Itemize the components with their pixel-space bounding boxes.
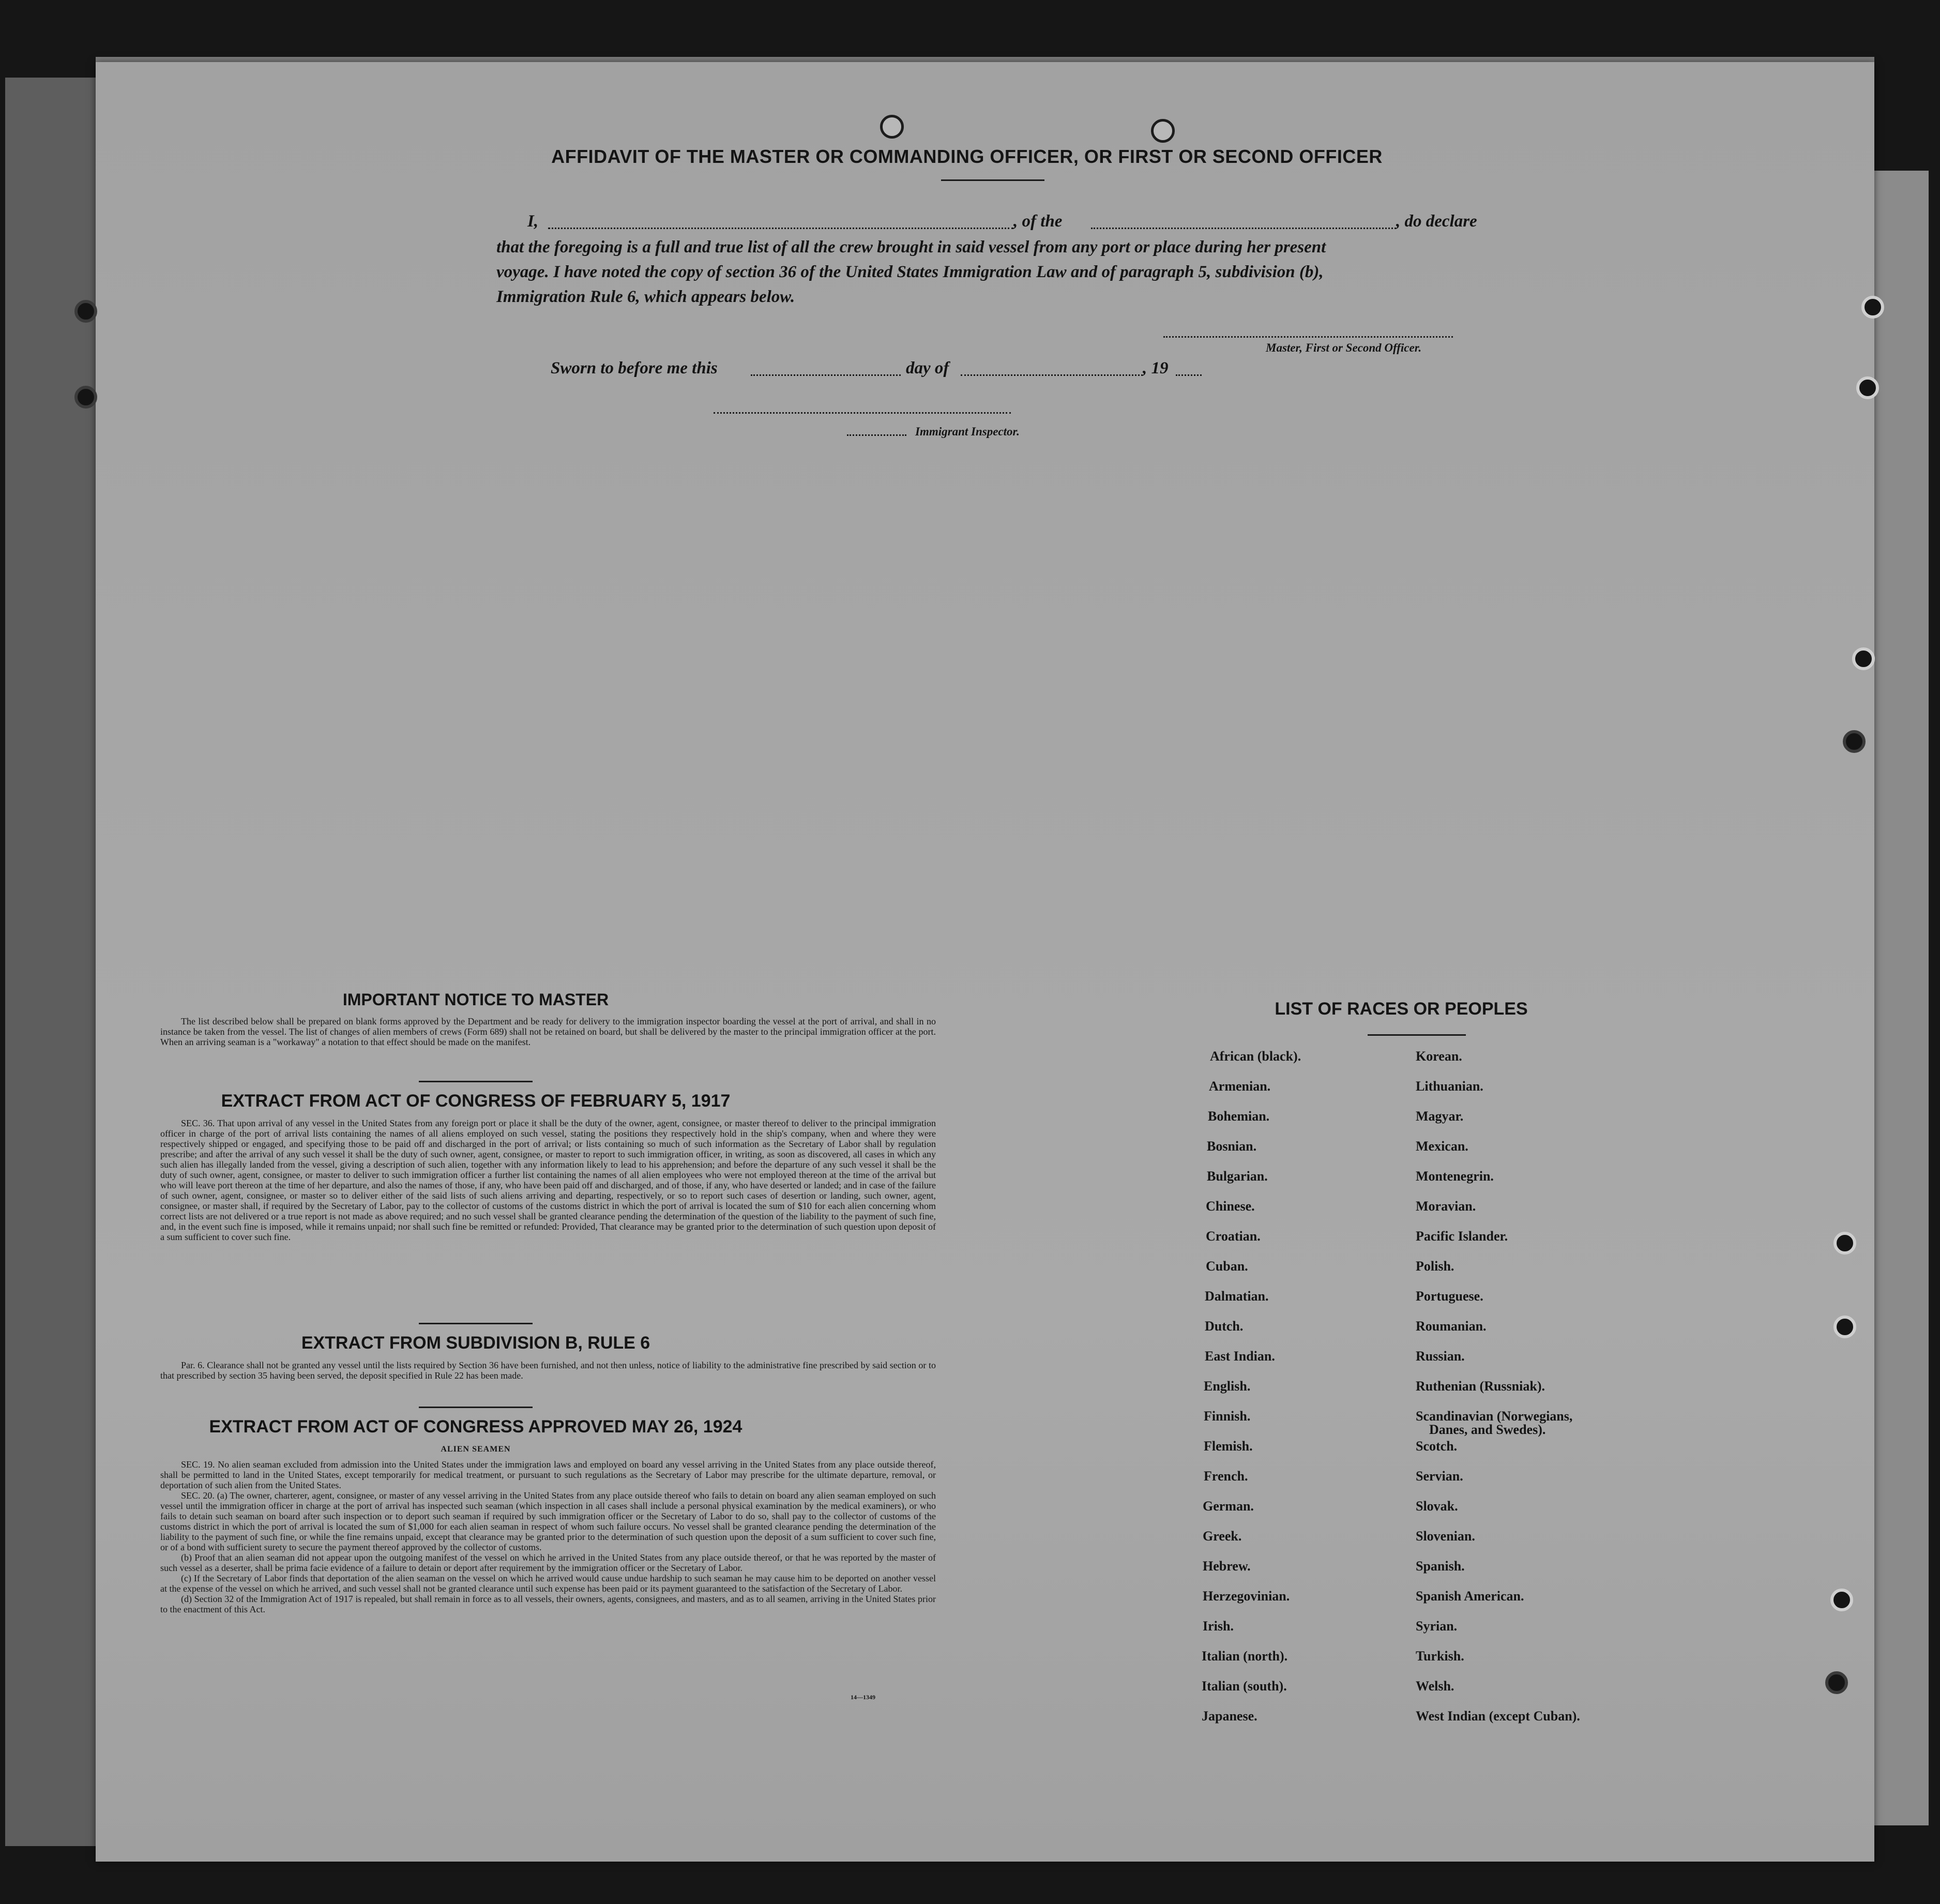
race-item: Scotch.: [1416, 1439, 1458, 1454]
punch-hole-icon: [1852, 647, 1875, 670]
race-item: Irish.: [1203, 1619, 1234, 1634]
extract-1917-underline: [419, 1323, 533, 1324]
sworn-year: , 19: [1143, 359, 1169, 377]
extract-1924-body: [160, 1459, 936, 1614]
race-item-continuation: Danes, and Swedes).: [1429, 1422, 1546, 1437]
sworn-month-blank: [961, 374, 1143, 376]
race-item: English.: [1204, 1379, 1251, 1394]
race-item: Slovenian.: [1416, 1529, 1475, 1544]
binding-hole-icon: [1151, 119, 1175, 143]
race-item: Italian (north).: [1202, 1649, 1288, 1664]
races-underline: [1368, 1034, 1466, 1036]
race-item: German.: [1203, 1499, 1254, 1514]
punch-hole-icon: [1825, 1671, 1848, 1694]
punch-hole-icon: [1861, 296, 1884, 319]
affidavit-line-3: voyage. I have noted the copy of section 36 of the United States Immigration Law and of paragraph 5, subdivision (b),: [496, 263, 1324, 281]
inspector-label: Immigrant Inspector.: [915, 425, 1020, 438]
punch-hole-icon: [1833, 1232, 1856, 1255]
race-item: Bulgarian.: [1207, 1169, 1268, 1184]
sec-20a: SEC. 20. (a) The owner, charterer, agent, consignee, or master of any vessel arriving in the United States from any place outside thereof who fails to detain on board any alien seaman employed on such vessel until the immigration officer in charge at the port of arrival has inspected such seaman (which inspection in all cases shall include a personal physical examination by the medical examiners), or who fails to detain such seaman on board after such inspection or to deport such seaman if required by such immigration officer or the Secretary of Labor to do so, shall pay to the collector of customs of the customs district in which the port of arrival is located the sum of $1,000 for each alien seaman in respect of whom such failure occurs. No vessel shall be granted clearance pending the determination of the liability to the payment of such fine, or while the fine remains unpaid, except that clearance may be granted prior to the determination of such question upon the deposit of a sum sufficient to cover such fine, or of a bond with sufficient surety to secure the payment thereof approved by the collector of customs.: [160, 1490, 936, 1552]
form-number: 14—1349: [851, 1694, 875, 1701]
sworn-day-blank: [751, 374, 901, 376]
affidavit-i: I,: [527, 212, 539, 231]
race-item: Bohemian.: [1208, 1109, 1270, 1124]
race-item: Cuban.: [1206, 1259, 1248, 1274]
affidavit-line-4: Immigration Rule 6, which appears below.: [496, 288, 795, 306]
race-item: Scandinavian (Norwegians,: [1416, 1409, 1573, 1424]
race-item: Chinese.: [1206, 1199, 1255, 1214]
officer-signature-line: [1163, 336, 1453, 338]
punch-hole-icon: [74, 300, 97, 323]
race-item: Armenian.: [1209, 1079, 1271, 1094]
race-item: Syrian.: [1416, 1619, 1458, 1634]
punch-hole-icon: [1830, 1589, 1853, 1611]
race-item: Japanese.: [1202, 1709, 1257, 1724]
race-item: Polish.: [1416, 1259, 1454, 1274]
sworn-year-blank: [1176, 374, 1202, 376]
race-item: Welsh.: [1416, 1679, 1454, 1694]
race-item: Pacific Islander.: [1416, 1229, 1508, 1244]
inspector-signature-line: [714, 412, 1011, 414]
race-item: Greek.: [1203, 1529, 1242, 1544]
affidavit-of-the: , of the: [1013, 212, 1063, 231]
rule6-body: Par. 6. Clearance shall not be granted any vessel until the lists required by Section 36 have been furnished, and not then unless, notice of liability to the administrative fine prescribed by said section or to that prescribed by section 35 having been served, the deposit specified in Rule 22 has been made.: [160, 1360, 936, 1381]
binding-hole-icon: [880, 115, 904, 139]
sec-20d: (d) Section 32 of the Immigration Act of 1917 is repealed, but shall remain in force as to all vessels, their owners, agents, consignees, and masters, and as to all seamen, arriving in the United States prior to the enactment of this Act.: [160, 1594, 936, 1614]
race-item: Russian.: [1416, 1349, 1465, 1364]
sworn-prefix: Sworn to before me this: [551, 359, 718, 377]
race-item: Finnish.: [1204, 1409, 1251, 1424]
name-blank: [548, 228, 1013, 229]
race-item: Spanish American.: [1416, 1589, 1524, 1604]
race-item: Italian (south).: [1202, 1679, 1287, 1694]
race-item: Flemish.: [1204, 1439, 1253, 1454]
race-item: Slovak.: [1416, 1499, 1458, 1514]
race-item: Dutch.: [1205, 1319, 1244, 1334]
race-item: Montenegrin.: [1416, 1169, 1494, 1184]
race-item: French.: [1204, 1469, 1248, 1484]
race-item: Dalmatian.: [1205, 1289, 1269, 1304]
punch-hole-icon: [1833, 1316, 1856, 1338]
officer-label: Master, First or Second Officer.: [1266, 341, 1422, 354]
title-underline: [941, 179, 1044, 181]
race-item: Spanish.: [1416, 1559, 1465, 1574]
races-title: LIST OF RACES OR PEOPLES: [1275, 999, 1528, 1019]
extract-1924-title: EXTRACT FROM ACT OF CONGRESS APPROVED MAY 26, 1924: [209, 1417, 742, 1437]
affidavit-line-2: that the foregoing is a full and true list of all the crew brought in said vessel from any port or place during her present: [496, 238, 1326, 256]
race-item: Ruthenian (Russniak).: [1416, 1379, 1545, 1394]
notice-underline: [419, 1081, 533, 1082]
vessel-blank: [1091, 228, 1396, 229]
extract-1917-title: EXTRACT FROM ACT OF CONGRESS OF FEBRUARY 5, 1917: [221, 1091, 731, 1111]
alien-seamen-subtitle: ALIEN SEAMEN: [441, 1445, 511, 1454]
punch-hole-icon: [1856, 376, 1879, 399]
notice-body: The list described below shall be prepared on blank forms approved by the Department and be ready for delivery to the immigration inspector boarding the vessel at the port of arrival, and shall in no instance be taken from the vessel. The list of changes of alien members of crews (Form 689) shall not be retained on board, but shall be delivered by the master to the principal immigration officer at the port. When an arriving seaman is a "workaway" a notation to that effect should be made on the manifest.: [160, 1016, 936, 1047]
race-item: Herzegovinian.: [1203, 1589, 1290, 1604]
notice-title: IMPORTANT NOTICE TO MASTER: [342, 990, 609, 1009]
sec-20b: (b) Proof that an alien seaman did not appear upon the outgoing manifest of the vessel on which he arrived in the United States from any place outside thereof, or that he was reported by the master of such vessel as a deserter, shall be prima facie evidence of a failure to detain or deport after requirement by the immigration officer or the Secretary of Labor.: [160, 1552, 936, 1573]
rule6-title: EXTRACT FROM SUBDIVISION B, RULE 6: [301, 1333, 650, 1353]
race-item: Hebrew.: [1203, 1559, 1251, 1574]
race-item: Servian.: [1416, 1469, 1463, 1484]
sec-19: SEC. 19. No alien seaman excluded from admission into the United States under the immigration laws and employed on board any vessel arriving in the United States from any place outside thereof, shall be permitted to land in the United States, except temporarily for medical treatment, or pursuant to such regulations as the Secretary of Labor may prescribe for the ultimate departure, removal, or deportation of such alien from the United States.: [160, 1459, 936, 1490]
underlying-sheet-right: [1872, 171, 1929, 1825]
extract-1917-body: SEC. 36. That upon arrival of any vessel in the United States from any foreign port or place it shall be the duty of the owner, agent, consignee, or master thereof to deliver to the principal immigration officer in charge of the port of arrival lists containing the names of all aliens employed on such vessel, stating the positions they respectively hold in the ship's company, when and where they were respectively shipped or engaged, and specifying those to be paid off and discharged in the port of arrival; or lists containing so much of such information as the Secretary of Labor shall by regulation prescribe; and after the arrival of any such vessel it shall be the duty of such owner, agent, consignee, or master to report to such immigration officer, in writing, as soon as discovered, all cases in which any such alien has illegally landed from the vessel, giving a description of such alien, together with any information likely to lead to his apprehension; and before the departure of any such vessel it shall be the duty of such owner, agent, consignee, or master to deliver to such immigration officer a further list containing the names of all alien employees who were not employed thereon at the time of the arrival but who will leave port thereon at the time of her departure, and also the names of those, if any, who have been paid off and discharged, and of those, if any, who have deserted or landed; and in case of the failure of such owner, agent, consignee, or master so to deliver either of the said lists of such aliens arriving and departing, respectively, or so to report such cases of desertion or landing, such owner, agent, consignee, or master shall, if required by the Secretary of Labor, pay to the collector of customs of the customs district in which the port of arrival is located the sum of $10 for each alien concerning whom correct lists are not delivered or a true report is not made as above required; and no such vessel shall be granted clearance pending the determination of the question of the liability to the payment of such fine, and, in the event such fine is imposed, while it remains unpaid; nor shall such fine be remitted or refunded: Provided, That clearance may be granted prior to the determination of such question upon deposit of a sum sufficient to cover such fine.: [160, 1118, 936, 1242]
sworn-day-of: day of: [906, 359, 949, 377]
affidavit-title: AFFIDAVIT OF THE MASTER OR COMMANDING OFFICER, OR FIRST OR SECOND OFFICER: [551, 146, 1383, 167]
race-item: Korean.: [1416, 1049, 1462, 1064]
punch-hole-icon: [1843, 730, 1866, 753]
race-item: West Indian (except Cuban).: [1416, 1709, 1580, 1724]
sec-20c: (c) If the Secretary of Labor finds that deportation of the alien seaman on the vessel on which he arrived would cause undue hardship to such seaman he may cause him to be deported on another vessel at the expense of the vessel on which he arrived, and such vessel shall not be granted clearance until such expense has been paid or its payment guaranteed to the satisfaction of the Secretary of Labor.: [160, 1573, 936, 1594]
race-item: African (black).: [1210, 1049, 1301, 1064]
race-item: Roumanian.: [1416, 1319, 1487, 1334]
race-item: Bosnian.: [1207, 1139, 1257, 1154]
race-item: Magyar.: [1416, 1109, 1464, 1124]
race-item: Portuguese.: [1416, 1289, 1483, 1304]
race-item: Lithuanian.: [1416, 1079, 1483, 1094]
race-item: Mexican.: [1416, 1139, 1468, 1154]
affidavit-declare: , do declare: [1396, 212, 1477, 231]
race-item: East Indian.: [1205, 1349, 1275, 1364]
inspector-lead-dots: [847, 434, 906, 436]
rule6-underline: [419, 1407, 533, 1408]
race-item: Moravian.: [1416, 1199, 1476, 1214]
punch-hole-icon: [74, 386, 97, 409]
race-item: Croatian.: [1206, 1229, 1261, 1244]
race-item: Turkish.: [1416, 1649, 1464, 1664]
